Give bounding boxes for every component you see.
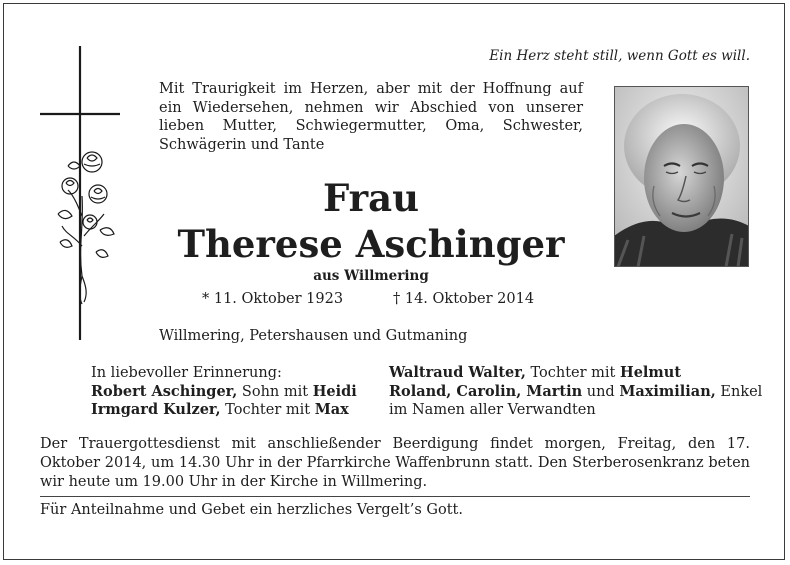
grandchild-name: Maximilian,	[619, 382, 716, 400]
thanks-text: Für Anteilnahme und Gebet ein herzliches Vergelt’s Gott.	[40, 502, 463, 518]
deceased-name: Therese Aschinger	[177, 222, 565, 266]
salutation: Frau	[323, 176, 419, 220]
mourners-heading: In liebevoller Erinnerung:	[91, 365, 282, 381]
origin: aus Willmering	[313, 268, 429, 284]
portrait-photo	[614, 86, 749, 267]
service-announcement: Der Trauergottesdienst mit anschließender Beerdigung findet morgen, Freitag, den 17. Oktober 2014, um 14.30 Uhr in der Pfarrkirche Waffenbrunn statt. Den Sterberosenkranz beten wir heute um 19.00 Uhr in der Kirche in Willmering.	[40, 436, 750, 490]
birth-date: * 11. Oktober 1923	[202, 291, 344, 307]
grandchildren-names: Roland, Carolin, Martin	[389, 382, 583, 400]
mourner-line	[389, 364, 762, 383]
intro-text: Mit Traurigkeit im Herzen, aber mit der Hoffnung auf ein Wiedersehen, nehmen wir Abschied von unserer lieben Mutter, Schwiegermutter, Oma, Schwester, Schwägerin und Tante	[159, 81, 583, 153]
mourner-name: Waltraud Walter,	[389, 364, 526, 381]
mourner-partner: Helmut	[620, 364, 682, 381]
mourner-name: Robert Aschinger,	[91, 382, 238, 400]
roses-icon	[58, 152, 114, 304]
mourner-line	[389, 383, 762, 402]
cross-with-roses-icon	[38, 46, 128, 346]
mourner-relation: Tochter mit	[220, 402, 315, 418]
mourner-relation: Enkel	[715, 383, 763, 400]
mourner-line	[91, 383, 357, 402]
mourner-relation: Sohn mit	[237, 383, 313, 400]
motto: Ein Herz steht still, wenn Gott es will.	[489, 48, 750, 64]
conjunction: und	[582, 383, 620, 400]
mourner-line	[91, 401, 357, 420]
mourner-name: Irmgard Kulzer,	[91, 401, 221, 418]
mourners-left	[91, 364, 357, 420]
divider	[40, 496, 750, 497]
mourner-partner: Max	[314, 401, 349, 418]
relatives-line: im Namen aller Verwandten	[389, 402, 596, 418]
mourners-right	[389, 364, 762, 420]
mourner-relation: Tochter mit	[525, 365, 620, 381]
mourner-partner: Heidi	[312, 382, 357, 400]
death-date: † 14. Oktober 2014	[393, 291, 535, 307]
places: Willmering, Petershausen und Gutmaning	[159, 328, 468, 344]
